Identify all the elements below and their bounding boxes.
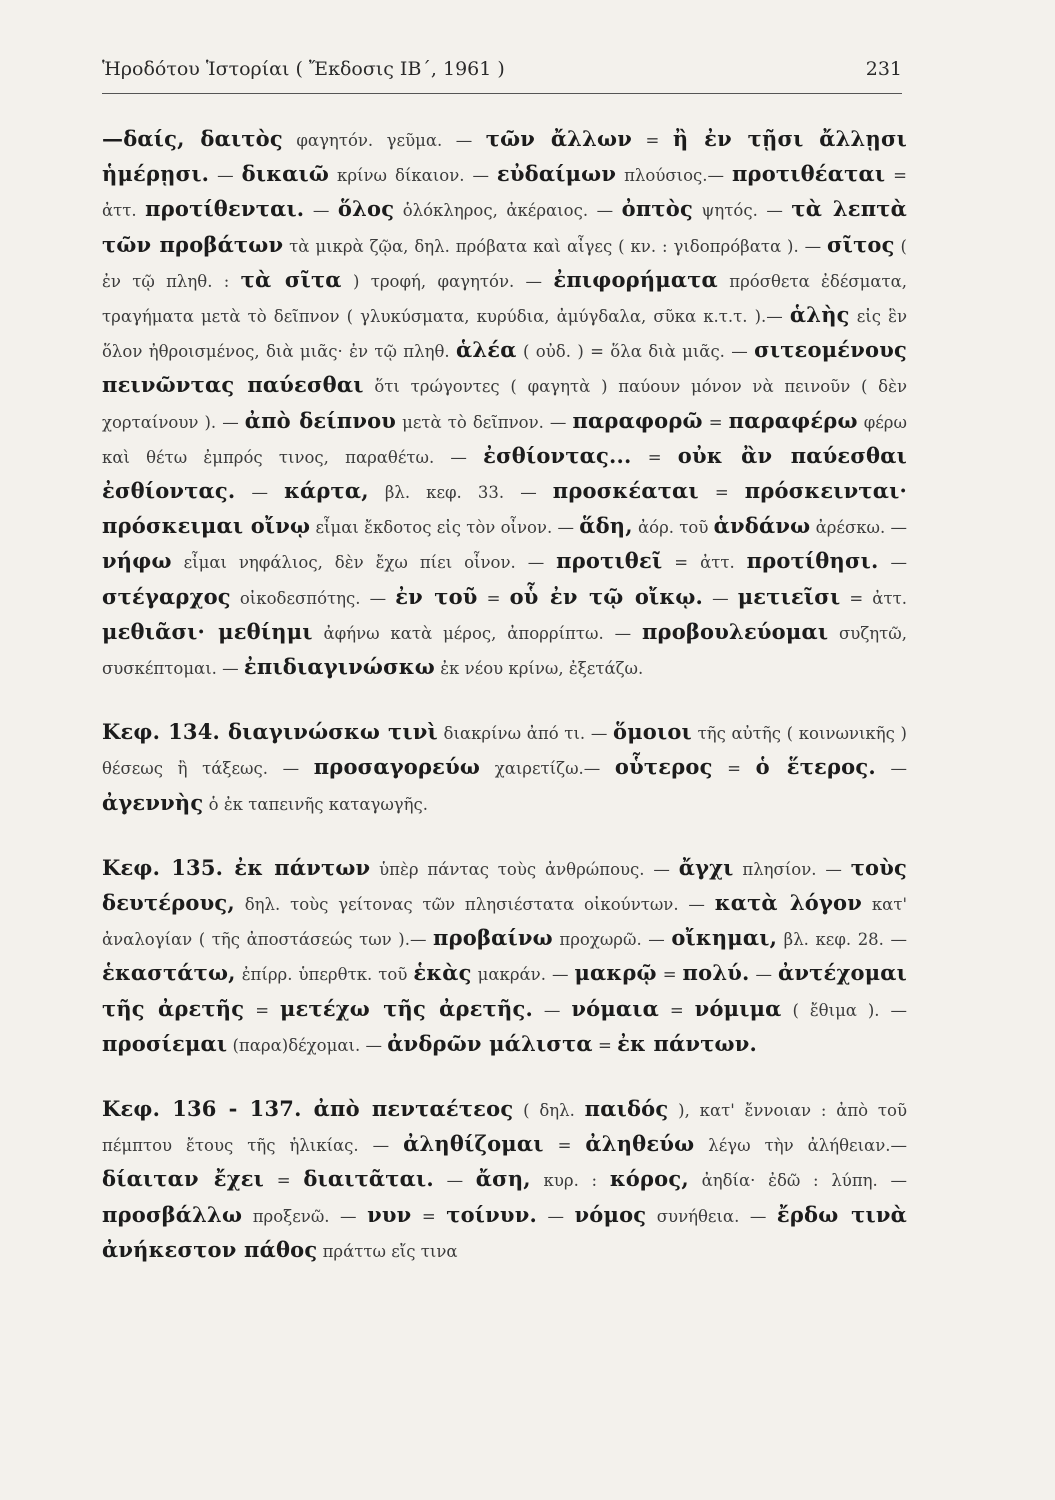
gloss: τὰ μικρὰ ζῷα, δηλ. πρόβατα καὶ αἶγες ( κν. : γιδοπρόβατα ). — — [283, 236, 828, 256]
lemma: ἁλὴς — [789, 302, 850, 328]
gloss: φέρω καὶ θέτω ἐμπρός τινος, παραθέτω. — — [102, 412, 907, 467]
gloss: διακρίνω ἀπό τι. — — [437, 724, 613, 744]
gloss: ἐκ νέου κρίνω, ἐξετάζω. — [434, 659, 644, 679]
gloss: — — [749, 965, 779, 985]
gloss: πλησίον. — — [733, 859, 851, 879]
lemma: προσαγορεύω — [313, 754, 481, 780]
gloss: = — [543, 1136, 586, 1156]
gloss: συζητῶ, συσκέπτομαι. — — [102, 623, 907, 679]
gloss: = — [698, 483, 745, 503]
lemma: προβαίνω — [433, 925, 553, 951]
gloss: — — [536, 1206, 575, 1226]
gloss: = — [264, 1171, 304, 1191]
lemma: δικαιῶ — [241, 161, 330, 187]
gloss: = — [702, 412, 729, 432]
gloss: πράττω εἴς τινα — [317, 1241, 458, 1261]
gloss: ὅτι τρώγοντες ( φαγητὰ ) παύουν μόνον νὰ πεινοῦν ( δὲν χορταίνουν ). — — [102, 377, 907, 432]
gloss: ὁλόκληρος, ἀκέραιος. — — [394, 201, 622, 221]
lemma: ὅμοιοι — [613, 719, 692, 745]
running-header — [102, 58, 902, 80]
header-title: Ἡροδότου Ἱστορίαι ( Ἔκδοσις ΙΒ΄, 1961 ) — [102, 58, 505, 80]
gloss: = — [658, 1000, 695, 1020]
gloss: ἀόρ. τοῦ — [632, 518, 714, 538]
gloss: προχωρῶ. — — [552, 930, 672, 950]
lemma: ἀγεννὴς — [102, 789, 204, 815]
gloss: ( δηλ. — [513, 1101, 585, 1121]
lemma: ἐσθίοντας... — [483, 442, 632, 468]
lemma: ἐν τοῦ — [395, 583, 478, 609]
gloss: εἰς ἓν ὅλον ἠθροισμένος, διὰ μιᾶς· ἐν τῷ πληθ. — [102, 307, 907, 362]
lemma: προτιθεῖ — [556, 548, 663, 574]
paragraph — [102, 122, 907, 685]
lemma: ἀνδρῶν μάλιστα — [387, 1030, 593, 1056]
lemma: κάρτα, — [284, 478, 369, 504]
gloss: ( οὐδ. ) = ὅλα διὰ μιᾶς. — — [516, 342, 755, 362]
lemma: νόμος — [574, 1201, 647, 1227]
lemma: πρόσκεινται· πρόσκειμαι οἴνῳ — [102, 478, 907, 539]
gloss: — — [875, 759, 907, 779]
gloss: συνήθεια. — — [646, 1206, 777, 1226]
gloss: πρόσθετα ἐδέσματα, τραγήματα μετὰ τὸ δεῖπνον ( γλυκύσματα, κυρύδια, ἀμύγδαλα, σῦκα κ.τ.τ. ).— — [102, 271, 908, 327]
gloss: = — [656, 965, 683, 985]
lemma: νόμιμα — [694, 995, 782, 1021]
lemma: —δαίς, δαιτὸς — [102, 126, 283, 151]
gloss: δηλ. τοὺς γείτονας τῶν πλησιέστατα οἰκούντων. — — [234, 895, 715, 915]
lemma: ἅδη, — [579, 513, 633, 539]
gloss: = — [632, 131, 673, 150]
gloss: βλ. κεφ. 28. — — [777, 930, 907, 950]
lemma: σιτεομένους πεινῶντας παύεσθαι — [102, 337, 907, 398]
gloss: κρίνω δίκαιον. — — [329, 166, 497, 186]
lemma: εὐδαίμων — [496, 161, 617, 187]
lemma: νόμαια — [571, 995, 659, 1021]
lemma: ὁ ἕτερος. — [755, 754, 876, 780]
gloss: ἐπίρρ. ὑπερθτκ. τοῦ — [235, 965, 414, 985]
lemma: μεθιᾶσι· μεθίημι — [102, 618, 313, 644]
lemma: Κεφ. 134. διαγινώσκω τινὶ — [102, 719, 438, 745]
gloss: ἀφήνω κατὰ μέρος, ἀπορρίπτω. — — [312, 623, 642, 643]
gloss: ( ἔθιμα ). — — [781, 1000, 907, 1020]
gloss: = ἀττ. — [840, 588, 907, 608]
paragraph — [102, 1092, 907, 1268]
lemma: κατὰ λόγον — [714, 890, 863, 916]
gloss: = — [712, 759, 756, 779]
lemma: ὅλος — [337, 196, 395, 222]
lemma: μετιεῖσι — [737, 583, 841, 609]
gloss: οἰκοδεσπότης. — — [230, 588, 396, 608]
gloss: — — [209, 166, 242, 186]
lemma: μετέχω τῆς ἀρετῆς. — [279, 995, 533, 1021]
gloss: ψητός. — — [692, 201, 792, 221]
lemma: ἀπὸ δείπνου — [244, 407, 397, 433]
lemma: ἄγχι — [678, 854, 734, 880]
lemma: παραφέρω — [728, 407, 858, 433]
lemma: Κεφ. 135. ἐκ πάντων — [102, 854, 371, 880]
lemma: ἐπιδιαγινώσκω — [243, 654, 435, 680]
lemma: νυν — [367, 1201, 412, 1227]
gloss: μακράν. — — [471, 965, 575, 985]
gloss: — — [878, 553, 907, 573]
paragraph-gap — [102, 1062, 907, 1092]
lemma: προτίθενται. — [145, 196, 305, 222]
lemma: ἐπιφορήματα — [553, 266, 718, 292]
gloss: — — [532, 1000, 572, 1020]
commentary-body — [102, 122, 907, 1268]
lemma: τοίνυν. — [446, 1201, 537, 1227]
gloss: εἶμαι νηφάλιος, δὲν ἔχω πίει οἶνον. — — [171, 553, 557, 573]
lemma: προσβάλλω — [102, 1201, 243, 1227]
gloss: = — [477, 588, 510, 608]
page-number: 231 — [865, 58, 902, 80]
lemma: στέγαρχος — [102, 583, 231, 609]
lemma: ἐκ πάντων. — [617, 1030, 758, 1056]
gloss: = — [411, 1206, 447, 1226]
paragraph-gap — [102, 685, 907, 715]
gloss: = ἀττ. — [662, 553, 747, 573]
lemma: ἢ ἐν τῇσι ἄλλῃσι ἡμέρῃσι. — [102, 126, 907, 187]
paragraph — [102, 715, 907, 821]
gloss: κατ' ἀναλογίαν ( τῆς ἀποστάσεώς των ).— — [102, 895, 907, 950]
gloss: λέγω τὴν ἀλήθειαν.— — [694, 1136, 907, 1156]
lemma: ἀληθεύω — [585, 1131, 695, 1157]
lemma: ὀπτὸς — [621, 196, 693, 222]
lemma: παιδός — [584, 1096, 669, 1122]
header-rule — [102, 93, 902, 94]
lemma: οἴκημαι, — [671, 925, 778, 951]
lemma: ἁνδάνω — [713, 513, 811, 539]
lemma: προτιθέαται — [731, 161, 886, 187]
gloss: εἶμαι ἔκδοτος εἰς τὸν οἶνον. — — [310, 518, 580, 538]
gloss: — — [304, 201, 338, 221]
lemma: προτίθησι. — [746, 548, 879, 574]
gloss: ( ἐν τῷ πληθ. : — [102, 236, 907, 291]
gloss: (παρα)δέχομαι. — — [227, 1035, 388, 1055]
lemma: οὗ ἐν τῷ οἴκῳ. — [509, 583, 704, 609]
gloss: πλούσιος.— — [616, 166, 732, 186]
gloss: ὑπὲρ πάντας τοὺς ἀνθρώπους. — — [370, 859, 679, 879]
paragraph — [102, 851, 907, 1062]
lemma: προσίεμαι — [102, 1030, 228, 1056]
gloss: ὁ ἐκ ταπεινῆς καταγωγῆς. — [203, 794, 429, 814]
gloss: — — [703, 588, 738, 608]
gloss: προξενῶ. — — [242, 1206, 368, 1226]
gloss: χαιρετίζω.— — [480, 759, 615, 779]
lemma: προσκέαται — [552, 478, 699, 504]
gloss: μετὰ τὸ δεῖπνον. — — [396, 412, 573, 432]
lemma: οὐκ ἂν παύεσθαι ἐσθίοντας. — [102, 442, 907, 504]
gloss: = — [592, 1035, 618, 1055]
lemma: τὰ λεπτὰ τῶν προβάτων — [102, 196, 908, 257]
lemma: ἑκαστάτω, — [102, 960, 236, 986]
lemma: σῖτος — [827, 231, 895, 257]
lemma: τοὺς δευτέρους, — [102, 854, 907, 916]
lemma: ἄση, — [475, 1166, 531, 1192]
lemma: ἑκὰς — [413, 960, 472, 986]
lemma: μακρῷ — [574, 960, 657, 986]
lemma: τῶν ἄλλων — [485, 126, 633, 151]
lemma: ἀντέχομαι τῆς ἀρετῆς — [102, 960, 907, 1021]
gloss: = — [244, 1000, 280, 1020]
lemma: τὰ σῖτα — [240, 266, 342, 292]
paragraph-gap — [102, 821, 907, 851]
lemma: παραφορῶ — [572, 407, 703, 433]
gloss: = — [631, 447, 678, 467]
lemma: κόρος, — [609, 1166, 689, 1192]
gloss: κυρ. : — [530, 1171, 610, 1191]
gloss: ) τροφή, φαγητόν. — — [341, 271, 554, 291]
gloss: — — [433, 1171, 476, 1191]
lemma: πολύ. — [682, 960, 750, 986]
lemma: διαιτᾶται. — [303, 1166, 434, 1192]
gloss: = ἀττ. — [102, 166, 907, 221]
lemma: ἁλέα — [456, 337, 517, 363]
gloss: — — [235, 483, 285, 503]
lemma: ἀληθίζομαι — [403, 1131, 544, 1157]
lemma: οὗτερος — [614, 754, 713, 780]
lemma: δίαιταν ἔχει — [102, 1166, 265, 1192]
gloss: τῆς αὐτῆς ( κοινωνικῆς ) θέσεως ἢ τάξεως. — — [102, 724, 907, 779]
gloss: φαγητόν. γεῦμα. — — [282, 131, 486, 150]
gloss: ἀρέσκω. — — [810, 518, 908, 538]
gloss: βλ. κεφ. 33. — — [368, 483, 553, 503]
lemma: ἔρδω τινὰ ἀνήκεστον πάθος — [102, 1201, 907, 1262]
lemma: προβουλεύομαι — [641, 618, 829, 644]
gloss: ἀηδία· ἐδῶ : λύπη. — — [688, 1171, 908, 1191]
lemma: νήφω — [102, 548, 172, 574]
gloss: ), κατ' ἔννοιαν : ἀπὸ τοῦ πέμπτου ἔτους τῆς ἡλικίας. — — [102, 1101, 907, 1156]
lemma: Κεφ. 136 - 137. ἀπὸ πενταέτεος — [102, 1096, 514, 1122]
